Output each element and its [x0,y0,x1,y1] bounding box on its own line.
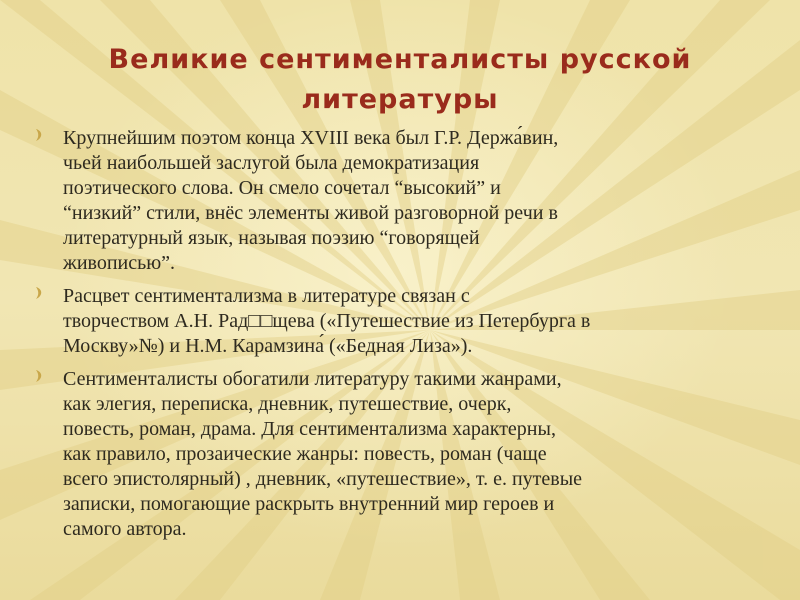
bullet-paragraph-sentimentalism [34,284,754,359]
paragraph-line: самого автора. [63,518,187,540]
slide-body [34,126,754,550]
paragraph-line: записки, помогающие раскрыть внутренний мир героев и [63,493,555,515]
leaf-bullet-icon [34,369,44,383]
paragraph-line: “низкий” стили, внёс элементы живой разговорной речи в [63,202,558,224]
paragraph-line: повесть, роман, драма. Для сентиментализма характерны, [63,418,556,440]
paragraph-line: поэтического слова. Он смело сочетал “высокий” и [63,177,501,199]
paragraph-line: Сентименталисты обогатили литературу такими жанрами, [63,368,562,390]
leaf-bullet-icon [34,286,44,300]
paragraph-line: Крупнейшим поэтом конца XVIII века был Г.Р. Держа́вин, [63,127,559,149]
slide-title [40,40,760,120]
paragraph-line: всего эпистолярный) , дневник, «путешествие», т. е. путевые [63,468,583,490]
paragraph-line: литературный язык, называя поэзию “говорящей [63,227,480,249]
paragraph-line: Расцвет сентиментализма в литературе связан с [63,285,470,307]
paragraph-line: Москву»№) и Н.М. Карамзина́ («Бедная Лиза»). [63,335,473,357]
paragraph-line: чьей наибольшей заслугой была демократизация [63,152,480,174]
paragraph-line: как элегия, переписка, дневник, путешествие, очерк, [63,393,512,415]
title-line-1: Великие сентименталисты русской [108,44,692,75]
bullet-paragraph-genres [34,367,754,542]
paragraph-line: живописью”. [63,252,176,274]
leaf-bullet-icon [34,128,44,142]
title-line-2: литературы [301,84,499,115]
paragraph-line: как правило, прозаические жанры: повесть, роман (чаще [63,443,547,465]
bullet-paragraph-derzhavin [34,126,754,276]
paragraph-line: творчеством А.Н. Рад□□щева («Путешествие из Петербурга в [63,310,591,332]
